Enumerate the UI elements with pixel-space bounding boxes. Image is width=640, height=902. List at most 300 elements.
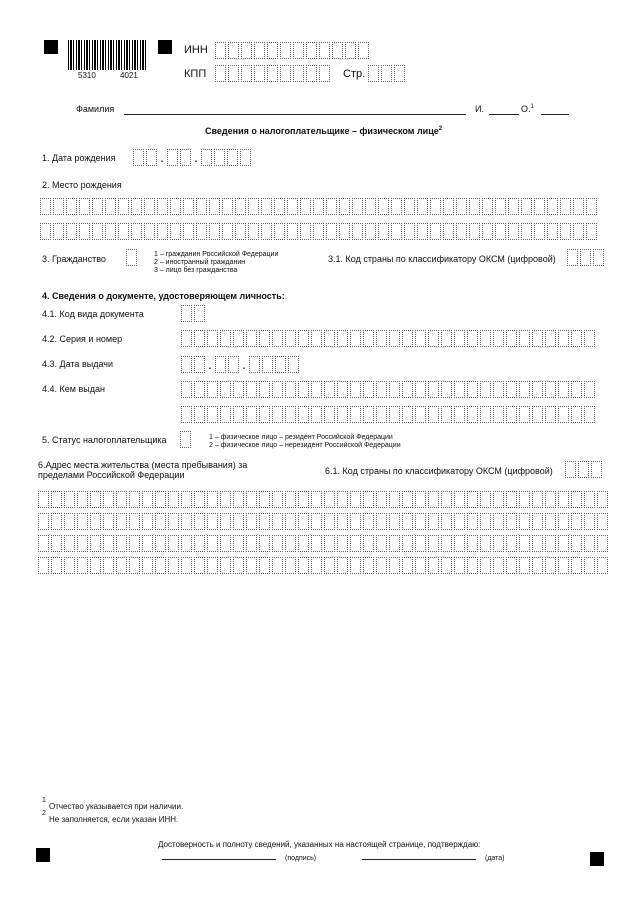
input-cell[interactable]	[506, 406, 517, 423]
input-cell[interactable]	[480, 557, 491, 574]
input-cell[interactable]	[482, 198, 493, 215]
input-cell[interactable]	[228, 42, 239, 59]
input-cell[interactable]	[345, 42, 356, 59]
input-cell[interactable]	[90, 513, 101, 530]
input-cell[interactable]	[363, 330, 374, 347]
input-cell[interactable]	[441, 406, 452, 423]
input-cell[interactable]	[415, 330, 426, 347]
input-cell[interactable]	[92, 198, 103, 215]
input-cell[interactable]	[105, 223, 116, 240]
input-cell[interactable]	[298, 330, 309, 347]
input-cell[interactable]	[131, 223, 142, 240]
input-cell[interactable]	[285, 330, 296, 347]
input-cell[interactable]	[181, 491, 192, 508]
input-cell[interactable]	[90, 535, 101, 552]
input-cell[interactable]	[155, 557, 166, 574]
input-cell[interactable]	[571, 513, 582, 530]
input-cell[interactable]	[558, 535, 569, 552]
input-cell[interactable]	[280, 65, 291, 82]
input-cell[interactable]	[402, 535, 413, 552]
input-cell[interactable]	[324, 406, 335, 423]
input-cell[interactable]	[246, 491, 257, 508]
input-cell[interactable]	[168, 557, 179, 574]
input-cell[interactable]	[350, 535, 361, 552]
input-cell[interactable]	[441, 330, 452, 347]
input-cell[interactable]	[519, 381, 530, 398]
input-cell[interactable]	[584, 491, 595, 508]
input-cell[interactable]	[235, 223, 246, 240]
input-cell[interactable]	[365, 223, 376, 240]
input-cell[interactable]	[103, 513, 114, 530]
input-cell[interactable]	[389, 406, 400, 423]
input-cell[interactable]	[571, 406, 582, 423]
input-cell[interactable]	[402, 513, 413, 530]
birth-date-cells[interactable]	[133, 149, 253, 166]
page-cells[interactable]	[368, 65, 407, 82]
input-cell[interactable]	[64, 513, 75, 530]
input-cell[interactable]	[267, 42, 278, 59]
input-cell[interactable]	[272, 330, 283, 347]
input-cell[interactable]	[207, 557, 218, 574]
input-cell[interactable]	[591, 461, 602, 478]
input-cell[interactable]	[441, 535, 452, 552]
input-cell[interactable]	[116, 535, 127, 552]
input-cell[interactable]	[209, 198, 220, 215]
input-cell[interactable]	[181, 406, 192, 423]
input-cell[interactable]	[482, 223, 493, 240]
input-cell[interactable]	[532, 491, 543, 508]
input-cell[interactable]	[389, 330, 400, 347]
input-cell[interactable]	[181, 356, 192, 373]
input-cell[interactable]	[180, 149, 191, 166]
input-cell[interactable]	[311, 557, 322, 574]
input-cell[interactable]	[376, 491, 387, 508]
input-cell[interactable]	[129, 557, 140, 574]
input-cell[interactable]	[194, 406, 205, 423]
input-cell[interactable]	[545, 491, 556, 508]
input-cell[interactable]	[142, 535, 153, 552]
input-cell[interactable]	[38, 557, 49, 574]
input-cell[interactable]	[275, 356, 286, 373]
input-cell[interactable]	[220, 491, 231, 508]
input-cell[interactable]	[261, 198, 272, 215]
input-cell[interactable]	[194, 356, 205, 373]
input-cell[interactable]	[118, 223, 129, 240]
input-cell[interactable]	[508, 198, 519, 215]
input-cell[interactable]	[545, 381, 556, 398]
input-cell[interactable]	[246, 381, 257, 398]
input-cell[interactable]	[246, 513, 257, 530]
doc-type-cells[interactable]	[181, 305, 207, 322]
input-cell[interactable]	[456, 223, 467, 240]
input-cell[interactable]	[376, 330, 387, 347]
input-cell[interactable]	[378, 223, 389, 240]
input-cell[interactable]	[534, 223, 545, 240]
input-cell[interactable]	[454, 406, 465, 423]
input-cell[interactable]	[363, 381, 374, 398]
input-cell[interactable]	[376, 535, 387, 552]
input-cell[interactable]	[565, 461, 576, 478]
input-cell[interactable]	[368, 65, 379, 82]
input-cell[interactable]	[430, 198, 441, 215]
input-cell[interactable]	[389, 381, 400, 398]
input-cell[interactable]	[126, 249, 137, 266]
input-cell[interactable]	[79, 223, 90, 240]
input-cell[interactable]	[66, 198, 77, 215]
input-cell[interactable]	[469, 198, 480, 215]
input-cell[interactable]	[378, 198, 389, 215]
input-cell[interactable]	[519, 406, 530, 423]
input-cell[interactable]	[430, 223, 441, 240]
input-cell[interactable]	[181, 381, 192, 398]
status-cell[interactable]	[180, 431, 193, 448]
input-cell[interactable]	[228, 356, 239, 373]
input-cell[interactable]	[274, 223, 285, 240]
input-cell[interactable]	[389, 557, 400, 574]
address-cells-row4[interactable]	[38, 557, 610, 574]
input-cell[interactable]	[298, 513, 309, 530]
input-cell[interactable]	[311, 381, 322, 398]
input-cell[interactable]	[389, 491, 400, 508]
input-cell[interactable]	[77, 491, 88, 508]
input-cell[interactable]	[272, 513, 283, 530]
input-cell[interactable]	[415, 406, 426, 423]
input-cell[interactable]	[337, 491, 348, 508]
input-cell[interactable]	[168, 535, 179, 552]
input-cell[interactable]	[313, 198, 324, 215]
country-code-cells[interactable]	[567, 249, 606, 266]
input-cell[interactable]	[454, 535, 465, 552]
input-cell[interactable]	[287, 223, 298, 240]
input-cell[interactable]	[506, 535, 517, 552]
input-cell[interactable]	[363, 491, 374, 508]
input-cell[interactable]	[376, 513, 387, 530]
input-cell[interactable]	[311, 513, 322, 530]
citizenship-cell[interactable]	[126, 249, 139, 266]
input-cell[interactable]	[402, 406, 413, 423]
input-cell[interactable]	[51, 513, 62, 530]
input-cell[interactable]	[493, 513, 504, 530]
input-cell[interactable]	[558, 406, 569, 423]
input-cell[interactable]	[90, 491, 101, 508]
input-cell[interactable]	[391, 223, 402, 240]
input-cell[interactable]	[428, 557, 439, 574]
input-cell[interactable]	[428, 513, 439, 530]
input-cell[interactable]	[285, 513, 296, 530]
input-cell[interactable]	[532, 330, 543, 347]
input-cell[interactable]	[506, 330, 517, 347]
input-cell[interactable]	[350, 330, 361, 347]
input-cell[interactable]	[209, 223, 220, 240]
input-cell[interactable]	[454, 381, 465, 398]
input-cell[interactable]	[545, 535, 556, 552]
input-cell[interactable]	[545, 406, 556, 423]
input-cell[interactable]	[233, 330, 244, 347]
input-cell[interactable]	[480, 381, 491, 398]
input-cell[interactable]	[311, 491, 322, 508]
input-cell[interactable]	[532, 513, 543, 530]
input-cell[interactable]	[167, 149, 178, 166]
input-cell[interactable]	[194, 557, 205, 574]
input-cell[interactable]	[571, 557, 582, 574]
input-cell[interactable]	[547, 198, 558, 215]
input-cell[interactable]	[480, 535, 491, 552]
input-cell[interactable]	[584, 535, 595, 552]
input-cell[interactable]	[105, 198, 116, 215]
input-cell[interactable]	[207, 513, 218, 530]
input-cell[interactable]	[402, 557, 413, 574]
input-cell[interactable]	[381, 65, 392, 82]
input-cell[interactable]	[480, 330, 491, 347]
input-cell[interactable]	[506, 491, 517, 508]
input-cell[interactable]	[285, 406, 296, 423]
input-cell[interactable]	[103, 557, 114, 574]
input-cell[interactable]	[207, 406, 218, 423]
input-cell[interactable]	[222, 223, 233, 240]
input-cell[interactable]	[443, 198, 454, 215]
input-cell[interactable]	[103, 535, 114, 552]
input-cell[interactable]	[532, 557, 543, 574]
input-cell[interactable]	[573, 198, 584, 215]
input-cell[interactable]	[233, 491, 244, 508]
input-cell[interactable]	[233, 557, 244, 574]
birth-place-cells-row2[interactable]	[40, 223, 599, 240]
input-cell[interactable]	[558, 557, 569, 574]
input-cell[interactable]	[272, 406, 283, 423]
input-cell[interactable]	[38, 491, 49, 508]
input-cell[interactable]	[220, 557, 231, 574]
input-cell[interactable]	[350, 513, 361, 530]
input-cell[interactable]	[506, 513, 517, 530]
input-cell[interactable]	[545, 557, 556, 574]
input-cell[interactable]	[480, 513, 491, 530]
input-cell[interactable]	[300, 223, 311, 240]
birth-place-cells-row1[interactable]	[40, 198, 599, 215]
input-cell[interactable]	[142, 513, 153, 530]
input-cell[interactable]	[376, 381, 387, 398]
input-cell[interactable]	[324, 381, 335, 398]
input-cell[interactable]	[259, 557, 270, 574]
input-cell[interactable]	[495, 198, 506, 215]
input-cell[interactable]	[214, 149, 225, 166]
input-cell[interactable]	[415, 535, 426, 552]
input-cell[interactable]	[181, 305, 192, 322]
input-cell[interactable]	[293, 42, 304, 59]
input-cell[interactable]	[313, 223, 324, 240]
input-cell[interactable]	[454, 491, 465, 508]
input-cell[interactable]	[454, 513, 465, 530]
input-cell[interactable]	[77, 535, 88, 552]
input-cell[interactable]	[352, 223, 363, 240]
address-cells-row1[interactable]	[38, 491, 610, 508]
input-cell[interactable]	[240, 149, 251, 166]
input-cell[interactable]	[40, 223, 51, 240]
input-cell[interactable]	[51, 557, 62, 574]
input-cell[interactable]	[402, 381, 413, 398]
input-cell[interactable]	[129, 513, 140, 530]
initial-o-field[interactable]	[541, 114, 569, 115]
input-cell[interactable]	[586, 223, 597, 240]
input-cell[interactable]	[467, 381, 478, 398]
input-cell[interactable]	[584, 513, 595, 530]
input-cell[interactable]	[532, 535, 543, 552]
input-cell[interactable]	[170, 198, 181, 215]
input-cell[interactable]	[155, 491, 166, 508]
input-cell[interactable]	[363, 557, 374, 574]
input-cell[interactable]	[142, 557, 153, 574]
input-cell[interactable]	[298, 557, 309, 574]
input-cell[interactable]	[64, 557, 75, 574]
input-cell[interactable]	[467, 513, 478, 530]
input-cell[interactable]	[519, 535, 530, 552]
input-cell[interactable]	[194, 491, 205, 508]
input-cell[interactable]	[580, 249, 591, 266]
input-cell[interactable]	[261, 223, 272, 240]
input-cell[interactable]	[415, 513, 426, 530]
input-cell[interactable]	[332, 42, 343, 59]
input-cell[interactable]	[337, 557, 348, 574]
input-cell[interactable]	[144, 198, 155, 215]
input-cell[interactable]	[196, 198, 207, 215]
input-cell[interactable]	[220, 381, 231, 398]
input-cell[interactable]	[146, 149, 157, 166]
input-cell[interactable]	[241, 42, 252, 59]
input-cell[interactable]	[402, 330, 413, 347]
input-cell[interactable]	[298, 491, 309, 508]
input-cell[interactable]	[144, 223, 155, 240]
input-cell[interactable]	[129, 535, 140, 552]
input-cell[interactable]	[324, 513, 335, 530]
input-cell[interactable]	[306, 42, 317, 59]
input-cell[interactable]	[363, 406, 374, 423]
input-cell[interactable]	[324, 557, 335, 574]
initial-i-field[interactable]	[489, 114, 519, 115]
input-cell[interactable]	[428, 406, 439, 423]
input-cell[interactable]	[118, 198, 129, 215]
input-cell[interactable]	[194, 513, 205, 530]
input-cell[interactable]	[220, 513, 231, 530]
input-cell[interactable]	[337, 381, 348, 398]
input-cell[interactable]	[534, 198, 545, 215]
input-cell[interactable]	[597, 513, 608, 530]
input-cell[interactable]	[131, 198, 142, 215]
input-cell[interactable]	[249, 356, 260, 373]
input-cell[interactable]	[493, 491, 504, 508]
input-cell[interactable]	[116, 557, 127, 574]
input-cell[interactable]	[571, 381, 582, 398]
input-cell[interactable]	[560, 198, 571, 215]
inn-cells[interactable]	[215, 42, 371, 59]
input-cell[interactable]	[298, 406, 309, 423]
input-cell[interactable]	[571, 491, 582, 508]
input-cell[interactable]	[293, 65, 304, 82]
input-cell[interactable]	[38, 513, 49, 530]
input-cell[interactable]	[480, 406, 491, 423]
input-cell[interactable]	[233, 513, 244, 530]
input-cell[interactable]	[285, 491, 296, 508]
input-cell[interactable]	[168, 513, 179, 530]
input-cell[interactable]	[155, 513, 166, 530]
input-cell[interactable]	[558, 381, 569, 398]
input-cell[interactable]	[519, 330, 530, 347]
input-cell[interactable]	[584, 406, 595, 423]
input-cell[interactable]	[358, 42, 369, 59]
input-cell[interactable]	[547, 223, 558, 240]
input-cell[interactable]	[469, 223, 480, 240]
input-cell[interactable]	[493, 330, 504, 347]
input-cell[interactable]	[571, 330, 582, 347]
input-cell[interactable]	[324, 330, 335, 347]
input-cell[interactable]	[350, 381, 361, 398]
input-cell[interactable]	[207, 381, 218, 398]
input-cell[interactable]	[456, 198, 467, 215]
input-cell[interactable]	[428, 491, 439, 508]
input-cell[interactable]	[443, 223, 454, 240]
input-cell[interactable]	[51, 535, 62, 552]
input-cell[interactable]	[417, 223, 428, 240]
input-cell[interactable]	[228, 65, 239, 82]
surname-field[interactable]	[124, 114, 466, 115]
input-cell[interactable]	[428, 330, 439, 347]
input-cell[interactable]	[584, 557, 595, 574]
input-cell[interactable]	[417, 198, 428, 215]
input-cell[interactable]	[274, 198, 285, 215]
doc-series-cells[interactable]	[181, 330, 597, 347]
input-cell[interactable]	[404, 223, 415, 240]
input-cell[interactable]	[545, 330, 556, 347]
input-cell[interactable]	[181, 330, 192, 347]
signature-field[interactable]	[162, 859, 276, 860]
input-cell[interactable]	[77, 557, 88, 574]
input-cell[interactable]	[246, 330, 257, 347]
input-cell[interactable]	[300, 198, 311, 215]
input-cell[interactable]	[324, 535, 335, 552]
input-cell[interactable]	[506, 381, 517, 398]
input-cell[interactable]	[129, 491, 140, 508]
input-cell[interactable]	[227, 149, 238, 166]
doc-issuer-cells-row2[interactable]	[181, 406, 597, 423]
input-cell[interactable]	[272, 557, 283, 574]
input-cell[interactable]	[215, 42, 226, 59]
input-cell[interactable]	[454, 557, 465, 574]
doc-issuer-cells-row1[interactable]	[181, 381, 597, 398]
input-cell[interactable]	[493, 406, 504, 423]
kpp-cells[interactable]	[215, 65, 332, 82]
input-cell[interactable]	[363, 513, 374, 530]
input-cell[interactable]	[267, 65, 278, 82]
input-cell[interactable]	[350, 406, 361, 423]
input-cell[interactable]	[428, 381, 439, 398]
input-cell[interactable]	[222, 198, 233, 215]
input-cell[interactable]	[558, 330, 569, 347]
input-cell[interactable]	[207, 330, 218, 347]
input-cell[interactable]	[40, 198, 51, 215]
input-cell[interactable]	[241, 65, 252, 82]
input-cell[interactable]	[363, 535, 374, 552]
input-cell[interactable]	[495, 223, 506, 240]
input-cell[interactable]	[467, 535, 478, 552]
input-cell[interactable]	[545, 513, 556, 530]
input-cell[interactable]	[319, 65, 330, 82]
address-cells-row3[interactable]	[38, 535, 610, 552]
input-cell[interactable]	[220, 406, 231, 423]
input-cell[interactable]	[183, 198, 194, 215]
input-cell[interactable]	[441, 381, 452, 398]
input-cell[interactable]	[246, 535, 257, 552]
input-cell[interactable]	[454, 330, 465, 347]
input-cell[interactable]	[259, 406, 270, 423]
input-cell[interactable]	[404, 198, 415, 215]
